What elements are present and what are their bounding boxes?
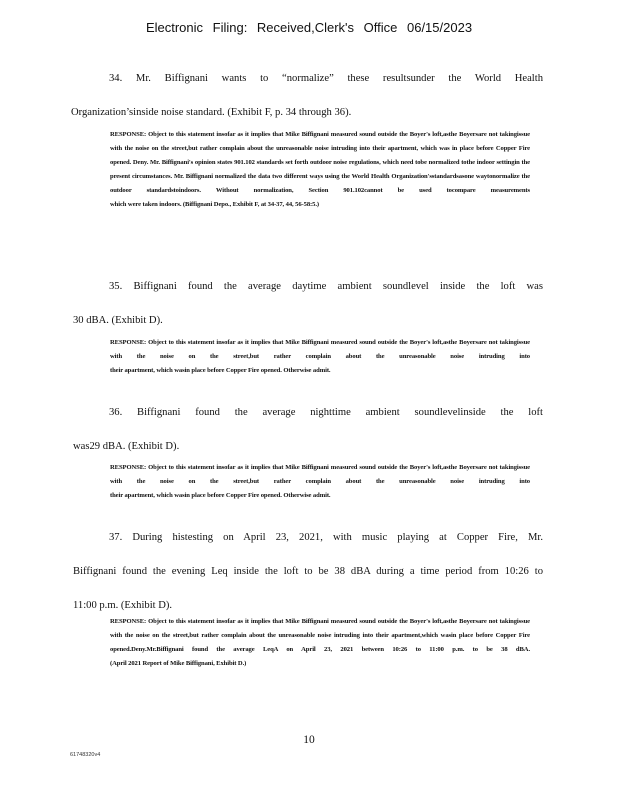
paragraph-continuation: 30 dBA. (Exhibit D).	[73, 315, 163, 326]
filing-header: Electronic Filing: Received,Clerk's Office 06/15/2023	[145, 20, 473, 35]
response-body: RESPONSE: Object to this statement insofar as it implies that Mike Biffignani measured sound outside the Boyer's loft,asthe Boyersare not takingissue with the noise on the street,but rather complain about the unreasonable noise intruding into their apartment, which was in place before Copper Fire opened. Deny. Mr. Biffignani's opinion states 901.102 standards set forth outdoor noise regulations, which need tobe normalized tothe indoor settingin the present circumstances. Mr. Biffignani normalized the data two different ways using the World Health Organization'sstandardsasone waytonormalize the outdoor standardstoindoors. Without normalization, Section 901.102cannot be used tocompare measurements	[110, 131, 530, 194]
response-last-line: their apartment, which wasin place before Copper Fire opened. Otherwise admit.	[110, 366, 331, 374]
paragraph-continuation: 11:00 p.m. (Exhibit D).	[73, 600, 173, 611]
paragraph-first-line: 36. Biffignani found the average nighttime ambient soundlevelinside the loft	[109, 407, 543, 418]
response-35	[110, 336, 530, 378]
response-last-line: (April 2021 Report of Mike Biffignani, Exhibit D.)	[110, 659, 247, 667]
paragraph-continuation: Biffignani found the evening Leq inside the loft to be 38 dBA during a time period from 10:26 to	[73, 566, 543, 577]
page-number: 10	[303, 734, 315, 746]
paragraph-first-line: 37. During histesting on April 23, 2021, with music playing at Copper Fire, Mr.	[109, 532, 543, 543]
paragraph-first-line: 35. Biffignani found the average daytime ambient soundlevel inside the loft was	[109, 281, 543, 292]
response-36	[110, 461, 530, 503]
paragraph-35	[73, 270, 543, 338]
paragraph-34	[73, 62, 543, 130]
response-37	[110, 615, 530, 671]
paragraph-first-line: 34. Mr. Biffignani wants to “normalize” these resultsunder the World Health	[109, 73, 543, 84]
response-34	[110, 128, 530, 211]
paragraph-continuation: Organization’sinside noise standard. (Exhibit F, p. 34 through 36).	[71, 107, 352, 118]
paragraph-37	[73, 521, 543, 623]
response-body: RESPONSE: Object to this statement insofar as it implies that Mike Biffignani measured sound outside the Boyer's loft,asthe Boyersare not takingissue with the noise on the street,but rather complain about the unreasonable noise intruding into their apartment,which wasin place before Copper Fire opened.Deny.Mr.Biffignani found the average LeqA on April 23, 2021 between 10:26 to 11:00 p.m. to be 38 dBA.	[110, 618, 530, 653]
response-last-line: which were taken indoors. (Biffignani Depo., Exhibit F, at 34-37, 44, 56-58:5.)	[110, 200, 319, 208]
paragraph-continuation: was29 dBA. (Exhibit D).	[73, 441, 180, 452]
response-body: RESPONSE: Object to this statement insofar as it implies that Mike Biffignani measured sound outside the Boyer's loft,asthe Boyersare not takingissue with the noise on the street,but rather complain about the unreasonable noise intruding into	[110, 339, 530, 360]
response-body: RESPONSE: Object to this statement insofar as it implies that Mike Biffignani measured sound outside the Boyer's loft,asthe Boyersare not takingissue with the noise on the street,but rather complain about the unreasonable noise intruding into	[110, 464, 530, 485]
document-id: 61748320v4	[70, 752, 101, 758]
paragraph-36	[73, 396, 543, 464]
response-last-line: their apartment, which wasin place before Copper Fire opened. Otherwise admit.	[110, 491, 331, 499]
